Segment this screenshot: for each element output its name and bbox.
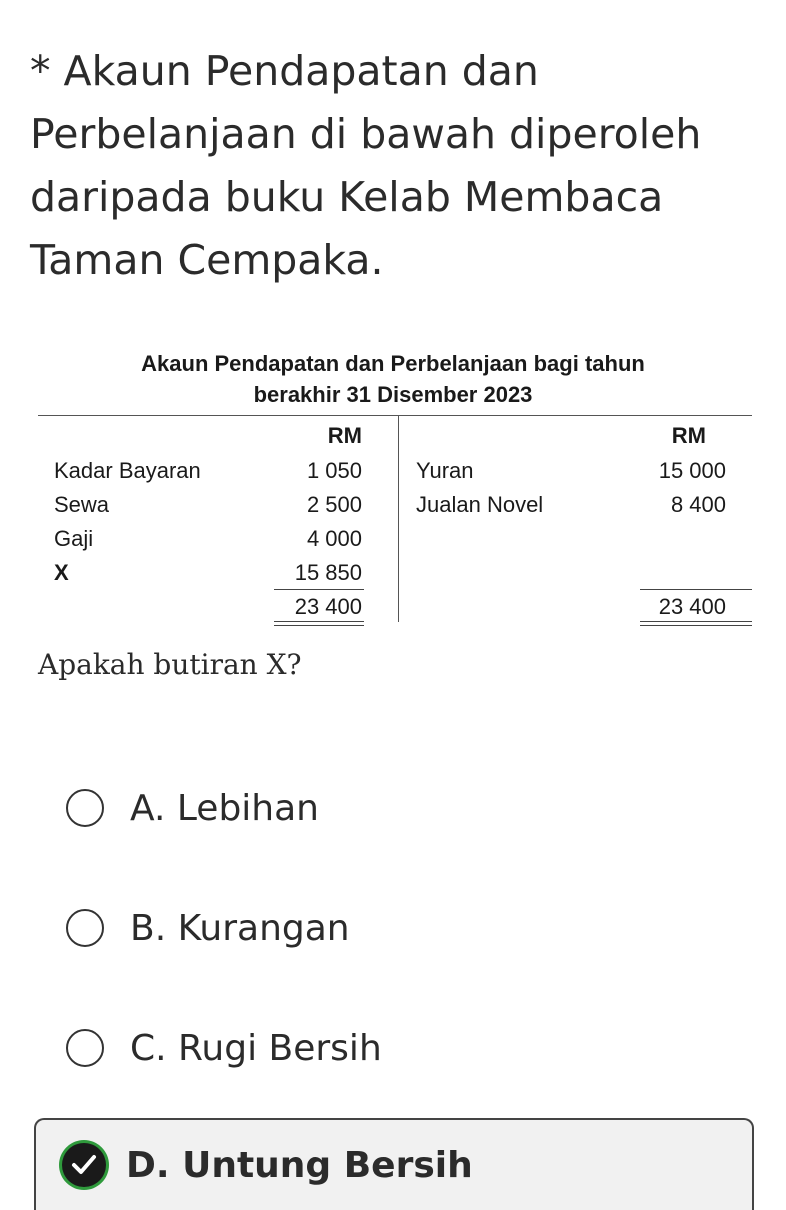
left-item-amount: 4 000 <box>306 526 362 551</box>
account-top-rule <box>38 415 752 416</box>
account-center-divider <box>398 416 399 622</box>
question-line: Perbelanjaan di bawah diperoleh <box>30 110 702 158</box>
left-item-amount: 15 850 <box>294 560 362 585</box>
option-label: A. Lebihan <box>130 787 319 829</box>
option-label: B. Kurangan <box>130 907 350 949</box>
option-label: C. Rugi Bersih <box>130 1027 382 1069</box>
right-item-label: Yuran <box>416 458 474 483</box>
left-total: 23 400 <box>294 594 362 619</box>
checkmark-icon <box>71 1153 97 1177</box>
question-line: Taman Cempaka. <box>30 236 384 284</box>
right-item-amount: 15 000 <box>658 458 726 483</box>
question-prompt: Apakah butiran X? <box>38 648 302 681</box>
right-sum-underline <box>640 589 752 590</box>
account-title <box>40 348 746 410</box>
option-label: D. Untung Bersih <box>126 1144 473 1186</box>
account-title-line: berakhir 31 Disember 2023 <box>253 382 533 407</box>
left-currency-header: RM <box>327 423 362 448</box>
right-item-amount: 8 400 <box>670 492 726 517</box>
radio-circle-icon[interactable] <box>66 909 104 947</box>
account-title-line: Akaun Pendapatan dan Perbelanjaan bagi tahun <box>141 351 645 376</box>
left-item-label: Gaji <box>54 526 94 551</box>
right-total-double-underline <box>640 621 752 626</box>
right-currency-header: RM <box>671 423 706 448</box>
radio-circle-icon[interactable] <box>66 1029 104 1067</box>
question-text <box>30 40 760 292</box>
left-total-double-underline <box>274 621 364 626</box>
left-item-label: Sewa <box>54 492 110 517</box>
option-a[interactable] <box>34 768 754 848</box>
right-item-label: Jualan Novel <box>416 492 544 517</box>
option-c[interactable] <box>34 1008 754 1088</box>
left-item-amount: 1 050 <box>306 458 362 483</box>
left-item-label: X <box>54 560 69 585</box>
left-sum-underline <box>274 589 364 590</box>
right-total: 23 400 <box>658 594 726 619</box>
left-item-label: Kadar Bayaran <box>54 458 201 483</box>
option-b[interactable] <box>34 888 754 968</box>
radio-circle-icon[interactable] <box>66 789 104 827</box>
question-line: * Akaun Pendapatan dan <box>30 47 539 95</box>
question-line: daripada buku Kelab Membaca <box>30 173 664 221</box>
check-circle-icon[interactable] <box>62 1143 106 1187</box>
option-d[interactable] <box>34 1118 754 1210</box>
left-item-amount: 2 500 <box>306 492 362 517</box>
